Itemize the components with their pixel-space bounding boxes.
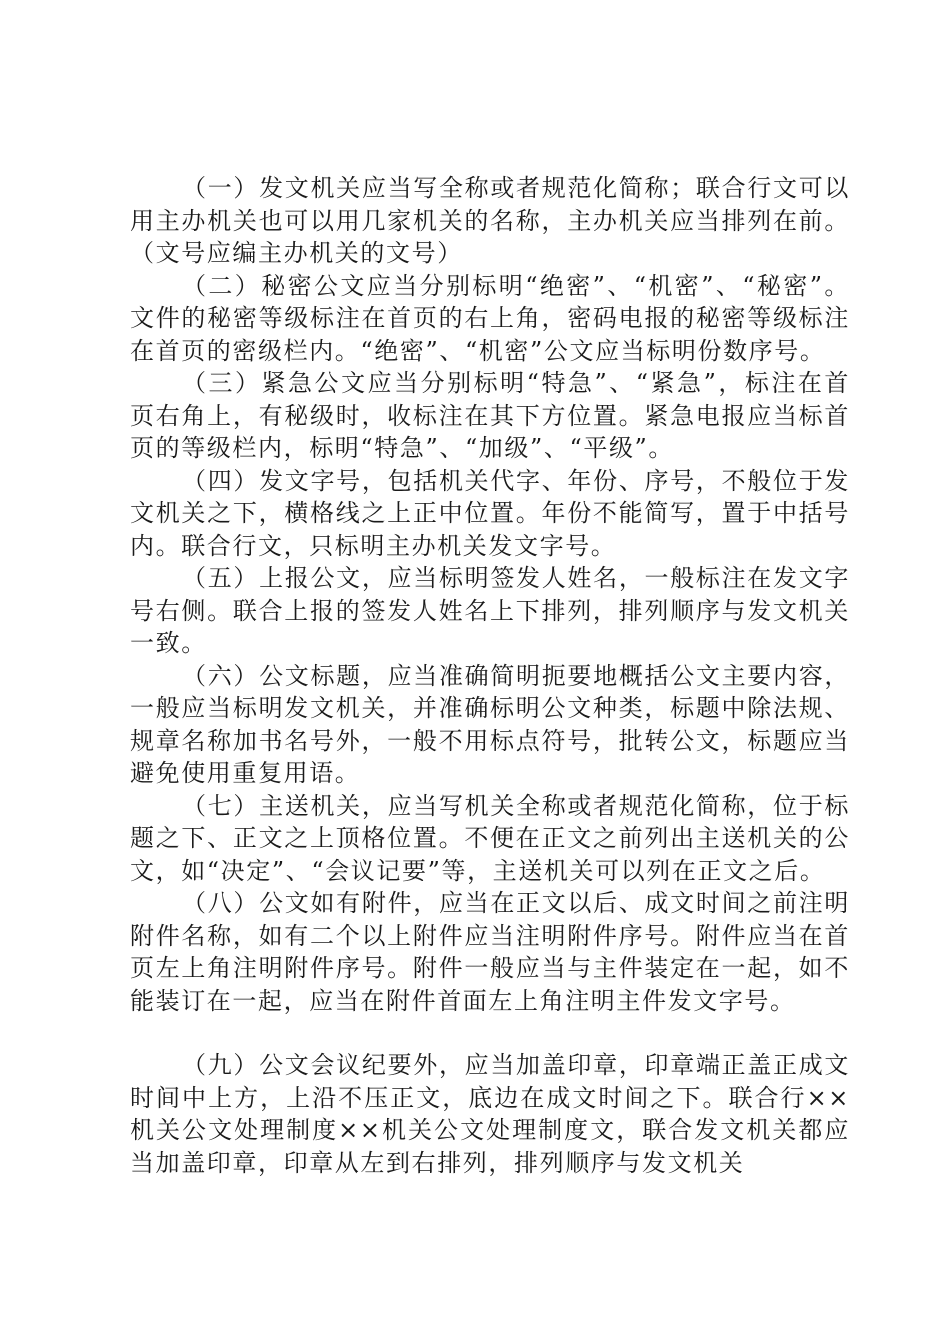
paragraph-5: （五）上报公文，应当标明签发人姓名，一般标注在发文字号右侧。联合上报的签发人姓名上下排列，排列顺序与发文机关一致。: [130, 564, 850, 657]
paragraph-spacer: [130, 1017, 850, 1049]
paragraph-9: （九）公文会议纪要外，应当加盖印章，印章端正盖正成文时间中上方，上沿不压正文，底边在成文时间之下。联合行××机关公文处理制度××机关公文处理制度文，联合发文机关都应当加盖印章，印章从左到右排列，排列顺序与发文机关: [130, 1051, 850, 1177]
document-body: [130, 172, 850, 1179]
paragraph-4: （四）发文字号，包括机关代字、年份、序号，不般位于发文机关之下，横格线之上正中位置。年份不能简写，置于中括号内。联合行文，只标明主办机关发文字号。: [130, 466, 850, 560]
paragraph-8: （八）公文如有附件，应当在正文以后、成文时间之前注明附件名称，如有二个以上附件应当注明附件序号。附件应当在首页左上角注明附件序号。附件一般应当与主件装定在一起，如不能装订在一起，应当在附件首面左上角注明主件发文字号。: [130, 889, 850, 1015]
paragraph-1: （一）发文机关应当写全称或者规范化简称；联合行文可以用主办机关也可以用几家机关的名称，主办机关应当排列在前。（文号应编主办机关的文号）: [130, 174, 850, 267]
paragraph-3: （三）紧急公文应当分别标明“特急”、“紧急”，标注在首页右角上，有秘级时，收标注在其下方位置。紧急电报应当标首页的等级栏内，标明“特急”、“加级”、“平级”。: [130, 369, 850, 462]
paragraph-6: （六）公文标题，应当准确简明扼要地概括公文主要内容，一般应当标明发文机关，并准确标明公文种类，标题中除法规、规章名称加书名号外，一般不用标点符号，批转公文，标题应当避免使用重复用语。: [130, 661, 850, 787]
paragraph-7: （七）主送机关，应当写机关全称或者规范化简称，位于标题之下、正文之上顶格位置。不便在正文之前列出主送机关的公文，如“决定”、“会议记要”等，主送机关可以列在正文之后。: [130, 791, 850, 885]
paragraph-2: （二）秘密公文应当分别标明“绝密”、“机密”、“秘密”。文件的秘密等级标注在首页的右上角，密码电报的秘密等级标注在首页的密级栏内。“绝密”、“机密”公文应当标明份数序号。: [130, 271, 850, 365]
